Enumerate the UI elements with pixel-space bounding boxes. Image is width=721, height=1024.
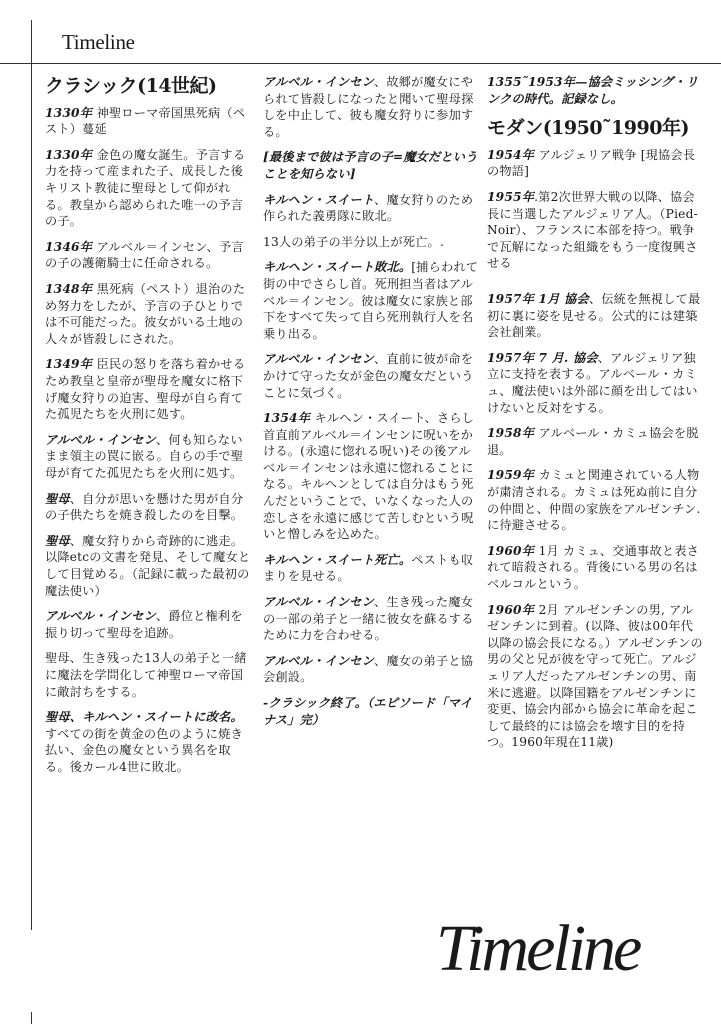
entry-text: キルヘン・スイート、さらし首直前アルベル＝インセンに呪いをかける。(永遠に惚れる呪い)その後アルベル＝インセンは永遠に惚れることになる。キルヘンとしては自分はもう死んだということで、いなくなった人の恋しさを永遠に感じて苦しむという呪いと憎しみを込めた。: [263, 411, 475, 542]
header-rule: [0, 63, 721, 64]
entry-label: キルヘン・スイート: [263, 192, 375, 207]
timeline-entry: [45, 239, 255, 272]
entry-label: -クラシック終了。（エピソード「マイナス」完）: [263, 696, 473, 727]
entry-label: 1955年: [487, 190, 535, 205]
timeline-entry: [487, 350, 705, 416]
entry-label: 1960年: [487, 543, 539, 558]
entry-label: アルベル・インセン: [263, 595, 374, 610]
timeline-entry: [263, 653, 481, 686]
header-title: Timeline: [62, 30, 135, 54]
entry-text: 、生き残った魔女の一部の弟子と一緒に彼女を蘇るするために力を合わせる。: [263, 595, 474, 643]
timeline-entry: [263, 149, 481, 182]
entry-text: 、直前に彼が命をかけて守った女が金色の魔女だということに気づく。: [263, 352, 474, 400]
entry-label: 1957年 1月 協会: [487, 292, 589, 307]
entry-text: 金色の魔女誕生。予言する力を持って産まれた子、成長した後キリスト教徒に聖母として仰がれる。教皇から認められた唯一の予言の子。: [45, 147, 246, 229]
entry-label: 1354年: [263, 411, 315, 426]
timeline-entry: [45, 533, 255, 599]
entry-text: 、故郷が魔女にやられて皆殺しになったと聞いて聖母探しを中止して、彼も魔女狩りに参加する。: [263, 75, 474, 139]
entry-text: 臣民の怒りを落ち着かせるため教皇と皇帝が聖母を魔女に格下げ魔女狩りの迫害、聖母が自ら育てた孤児たちを火刑に処す。: [45, 357, 246, 422]
timeline-entry: [487, 543, 705, 593]
entry-text: アルベル＝インセン、予言の子の護衛騎士に任命される。: [45, 239, 244, 271]
entry-label: [最後まで彼は予言の子=魔女だということを知らない]: [263, 150, 478, 181]
entry-text: 、アルジェリア独立に支持を表する。アルベール・カミュ、魔法使いは外部に顔を出してはいけないと反対をする。: [487, 350, 698, 415]
entry-text: 、何も知らないまま領主の罠に嵌る。自らの手で聖母が育てた孤児たちを火刑に処す。: [45, 432, 244, 480]
timeline-entry: [263, 594, 481, 644]
entry-text: 、魔女の弟子と協会創設。: [263, 653, 474, 685]
entry-label: 1958年: [487, 426, 539, 441]
entry-label: 1960年: [487, 602, 539, 617]
entry-label: アルベル・インセン: [263, 352, 374, 367]
entry-text: 、自分が思いを懸けた男が自分の子供たちを焼き殺したのを目撃。: [45, 491, 244, 523]
entry-label: 1330年: [45, 105, 97, 120]
entry-label: アルベル・インセン: [263, 75, 374, 89]
entry-text: 、魔女狩りのため作られた義勇隊に敗北。: [263, 192, 474, 224]
timeline-entry: [487, 602, 705, 751]
entry-label: 聖母、キルヘン・スイートに改名。: [45, 710, 243, 725]
timeline-entry: [45, 281, 255, 347]
timeline-entry: [263, 259, 481, 342]
entry-label: 聖母: [45, 533, 70, 548]
entry-label: アルベル・インセン: [45, 609, 156, 624]
entry-text: 、魔女狩りから奇跡的に逃走。以降etcの文書を発見、そして魔女として目覚める。（記録に載った最初の魔法使い）: [45, 533, 251, 598]
timeline-entry: [263, 410, 481, 543]
section-heading: モダン(1950˜1990年): [487, 117, 689, 140]
entry-text: 聖母、生き残った13人の弟子と一緒に魔法を学問化して神聖ローマ帝国に敵討ちをする。: [45, 651, 247, 699]
entry-label: 1348年: [45, 282, 97, 297]
entry-label: 1957年 7 月. 協会: [487, 350, 598, 365]
entry-label: キルヘン・スイート敗北。: [263, 260, 412, 275]
entry-label: 聖母: [45, 491, 70, 506]
entry-text: ペストも収まりを見せる。: [263, 552, 474, 584]
entry-text: すべての街を黄金の色のように焼き払い、金色の魔女という異名を取る。後カール4世に敗北。: [45, 726, 243, 774]
section-heading: クラシック(14世紀): [45, 75, 217, 97]
timeline-entry: [263, 74, 481, 140]
timeline-entry: [487, 74, 705, 107]
timeline-entry: [263, 234, 481, 251]
entry-text: [捕らわれて街の中でさらし首。死刑担当者はアルベル＝インセン。彼は魔女に家族と部下をすべて失って自ら死刑執行人を名乗り出る。: [263, 260, 479, 341]
entry-text: アルジェリア戦争 [現協会長の物語]: [487, 147, 696, 179]
timeline-entry: [45, 491, 255, 524]
entry-label: 1355˜1953年—協会ミッシング・リンクの時代。記録なし。: [487, 75, 699, 106]
entry-label: キルヘン・スイート死亡。: [263, 552, 412, 567]
entry-label: 1346年: [45, 239, 97, 254]
timeline-column-2: [263, 74, 481, 737]
timeline-entry: [263, 351, 481, 401]
timeline-entry: [263, 192, 481, 225]
timeline-entry: [45, 432, 255, 482]
entry-text: カミュと関連されている人物が粛清される。カミュは死ぬ前に自分の仲間と、仲間の家族をアルゼンチン.に待避させる。: [487, 468, 701, 533]
entry-text: 黒死病（ペスト）退治のため努力をしたが、予言の子ひとりでは不可能だった。彼女がいる土地の人々が皆殺しにされた。: [45, 282, 246, 346]
footer-title: Timeline: [436, 912, 640, 985]
timeline-entry: [487, 147, 705, 180]
entry-text: 2月 アルゼンチンの男, アルゼンチンに到着。(以降、彼は00年代以降の協会長になる。）アルゼンチンの男の父と兄が彼を守って死亡。アルジェリア人だったアルゼンチンの男、南米に逃避。以降国籍をアルゼンチンに変更、協会内部から協会に革命を起こして最終的には協会を壊す目的を持つ。1960年現在11歳): [487, 602, 703, 750]
timeline-entry: [263, 552, 481, 585]
entry-text: 、伝統を無視して最初に裏に姿を見せる。公式的には建築会社創業。: [487, 292, 701, 340]
entry-text: 神聖ローマ帝国黒死病（ペスト）蔓延: [45, 105, 246, 137]
timeline-entry: [45, 105, 255, 138]
entry-label: アルベル・インセン: [263, 653, 374, 668]
timeline-entry: [263, 695, 481, 728]
entry-text: 1月 カミュ、交通事故と表されて暗殺される。背後にいる男の名はベルコルという。: [487, 543, 699, 591]
timeline-entry: [45, 147, 255, 230]
entry-label: 1954年: [487, 147, 539, 162]
timeline-entry: [45, 356, 255, 422]
timeline-entry: [487, 467, 705, 533]
entry-label: 1330年: [45, 147, 97, 162]
timeline-entry: [487, 281, 705, 285]
left-margin-rule: [31, 20, 32, 930]
timeline-entry: [487, 189, 705, 272]
timeline-entry: [45, 650, 255, 700]
entry-label: アルベル・インセン: [45, 432, 156, 447]
entry-label: 1959年: [487, 468, 539, 483]
timeline-column-3: [487, 74, 705, 760]
left-margin-rule-bottom: [31, 1012, 32, 1024]
timeline-entry: [45, 709, 255, 775]
timeline-entry: [487, 425, 705, 458]
timeline-entry: [487, 291, 705, 341]
entry-text: 、爵位と権利を振り切って聖母を追跡。: [45, 609, 243, 640]
timeline-column-1: [45, 74, 255, 784]
entry-text: .第2次世界大戦の以降、協会長に当選したアルジェリア人。（Pied-Noir）、フランスに本部を持つ。戦争で瓦解になった組織をもう一度復興させる: [487, 190, 698, 271]
entry-label: 1349年: [45, 357, 97, 372]
timeline-entry: [45, 608, 255, 641]
entry-text: アルベール・カミュ協会を脱退。: [487, 426, 699, 457]
entry-text: 13人の弟子の半分以上が死亡。.: [263, 234, 445, 249]
